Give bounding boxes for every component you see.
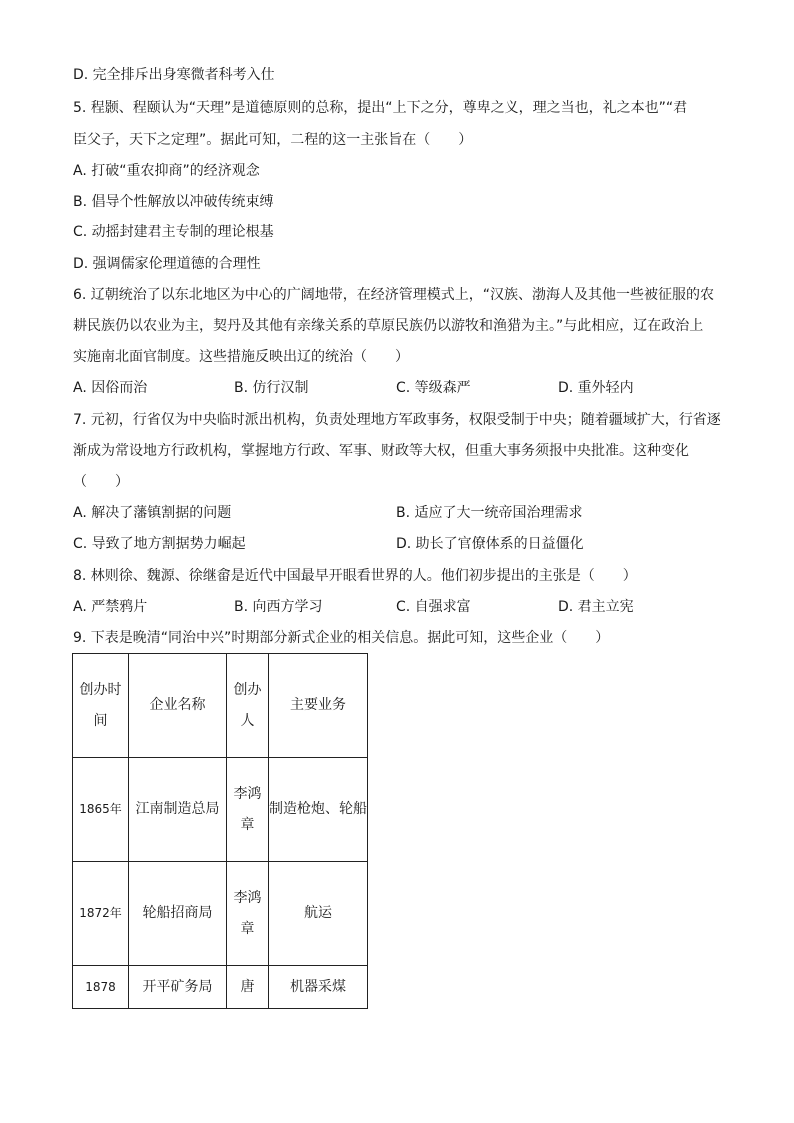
cell-enterprise-name: 轮船招商局 (129, 862, 227, 966)
question-5-option-d: D. 强调儒家伦理道德的合理性 (73, 256, 261, 272)
question-5-text-line-1: 5. 程颢、程颐认为“天理”是道德原则的总称，提出“上下之分，尊卑之义，理之当也，礼之本也”“君 (73, 100, 688, 116)
question-5-option-b: B. 倡导个性解放以冲破传统束缚 (73, 194, 274, 210)
question-8-option-c: C. 自强求富 (396, 599, 471, 615)
question-9-text-line-1: 9. 下表是晚清“同治中兴”时期部分新式企业的相关信息。据此可知，这些企业（ ） (73, 630, 610, 646)
question-8-option-a: A. 严禁鸦片 (73, 599, 148, 615)
cell-founding-time: 1872年 (73, 862, 129, 966)
question-8-option-d: D. 君主立宪 (558, 599, 634, 615)
question-7-option-d: D. 助长了官僚体系的日益僵化 (396, 536, 584, 552)
table-header-row (73, 654, 368, 758)
question-5-option-c: C. 动摇封建君主专制的理论根基 (73, 224, 274, 240)
question-7-option-a: A. 解决了藩镇割据的问题 (73, 505, 232, 521)
cell-founder: 李鸿章 (227, 758, 269, 862)
question-5-option-a: A. 打破“重农抑商”的经济观念 (73, 163, 260, 179)
cell-founding-time: 1865年 (73, 758, 129, 862)
question-7-text-line-2: 渐成为常设地方行政机构，掌握地方行政、军事、财政等大权，但重大事务须报中央批准。这种变化 (73, 443, 689, 459)
table-row (73, 862, 368, 966)
question-8-option-b: B. 向西方学习 (234, 599, 323, 615)
cell-main-business: 机器采煤 (269, 966, 368, 1009)
question-7-option-b: B. 适应了大一统帝国治理需求 (396, 505, 583, 521)
cell-enterprise-name: 开平矿务局 (129, 966, 227, 1009)
cell-founder: 唐 (227, 966, 269, 1009)
cell-enterprise-name: 江南制造总局 (129, 758, 227, 862)
cell-founding-time: 1878 (73, 966, 129, 1009)
cell-founder: 李鸿章 (227, 862, 269, 966)
header-main-business: 主要业务 (269, 654, 368, 758)
header-founding-time: 创办时间 (73, 654, 129, 758)
question-6-text-line-1: 6. 辽朝统治了以东北地区为中心的广阔地带，在经济管理模式上，“汉族、渤海人及其他一些被征服的农 (73, 287, 715, 303)
table-row (73, 758, 368, 862)
question-4-option-d: D. 完全排斥出身寒微者科考入仕 (73, 67, 275, 83)
question-6-option-b: B. 仿行汉制 (234, 380, 309, 396)
question-6-text-line-2: 耕民族仍以农业为主，契丹及其他有亲缘关系的草原民族仍以游牧和渔猎为主。”与此相应，辽在政治上 (73, 318, 704, 334)
header-founder: 创办人 (227, 654, 269, 758)
question-7-text-line-3: （ ） (73, 474, 129, 490)
header-enterprise-name: 企业名称 (129, 654, 227, 758)
question-6-option-a: A. 因俗而治 (73, 380, 148, 396)
question-6-option-c: C. 等级森严 (396, 380, 471, 396)
table-row (73, 966, 368, 1009)
question-6-option-d: D. 重外轻内 (558, 380, 634, 396)
cell-main-business: 制造枪炮、轮船 (269, 758, 368, 862)
enterprise-table (72, 653, 368, 1009)
question-7-text-line-1: 7. 元初，行省仅为中央临时派出机构，负责处理地方军政事务，权限受制于中央；随着疆域扩大，行省逐 (73, 412, 721, 428)
question-6-text-line-3: 实施南北面官制度。这些措施反映出辽的统治（ ） (73, 349, 409, 365)
question-5-text-line-2: 臣父子，天下之定理”。据此可知，二程的这一主张旨在（ ） (73, 132, 473, 148)
cell-main-business: 航运 (269, 862, 368, 966)
question-7-option-c: C. 导致了地方割据势力崛起 (73, 536, 246, 552)
question-8-text-line-1: 8. 林则徐、魏源、徐继畲是近代中国最早开眼看世界的人。他们初步提出的主张是（ ） (73, 568, 637, 584)
